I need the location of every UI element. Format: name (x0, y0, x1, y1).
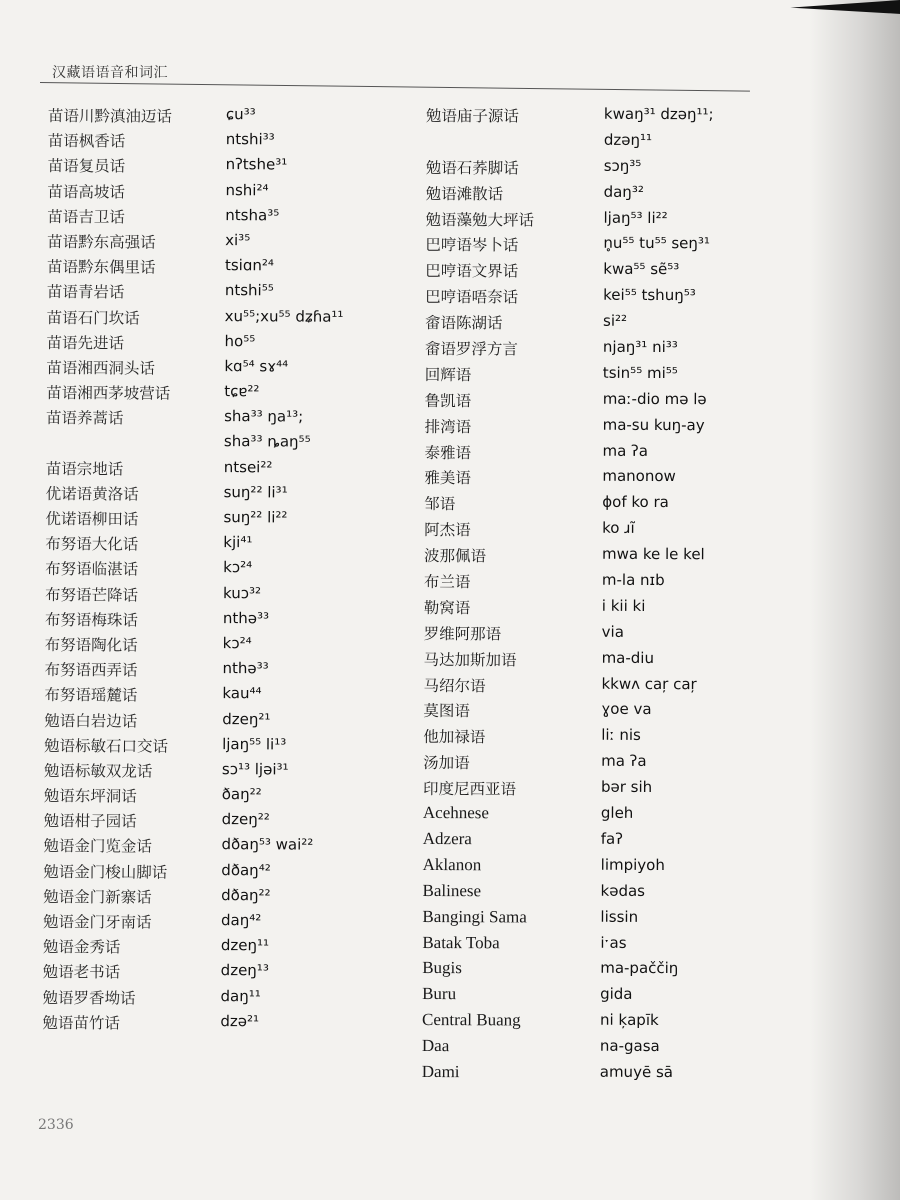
word-form: sha³³ ŋa¹³; (224, 407, 304, 426)
lexicon-entry (425, 208, 713, 235)
word-form: i kii ki (601, 596, 646, 615)
page-edge-shadow (810, 0, 900, 1200)
word-form: kwa⁵⁵ sẽ⁵³ (603, 260, 680, 279)
language-name: 勉语金门牙南话 (42, 912, 152, 932)
word-form: xu⁵⁵;xu⁵⁵ dʑɦa¹¹ (224, 306, 344, 326)
word-form: sɔ¹³ ljəi³¹ (221, 759, 289, 779)
lexicon-entry (424, 466, 712, 493)
lexicon-entry (425, 415, 713, 442)
word-form: iˑas (600, 933, 627, 952)
language-name: 罗维阿那语 (423, 624, 502, 644)
language-name: 苗语川黔滇油迈话 (47, 106, 172, 126)
language-name: 苗语复员话 (47, 157, 126, 176)
language-name: 勉语东坪洞话 (43, 787, 137, 806)
language-name: 苗语石门坎话 (46, 308, 140, 328)
lexicon-entry (424, 596, 712, 623)
lexicon-entry (422, 881, 710, 908)
language-name: 勉语标敏石口交话 (44, 736, 169, 756)
word-form: ma ʔa (602, 441, 648, 460)
lexicon-entry (43, 860, 340, 887)
lexicon-entry (423, 803, 711, 830)
language-name: 畲语陈湖话 (425, 314, 503, 333)
lexicon-entry (46, 431, 343, 458)
lexicon-entry (47, 180, 344, 207)
page-number: 2336 (38, 1117, 74, 1133)
word-form: ma-diu (601, 648, 655, 667)
word-form: ma-su kuŋ-ay (602, 415, 705, 434)
word-form: kei⁵⁵ tshuŋ⁵³ (603, 286, 696, 305)
word-form: dðaŋ⁵³ wai²² (221, 835, 314, 855)
lexicon-entry (45, 583, 342, 610)
language-name: 马绍尔语 (423, 676, 486, 695)
lexicon-entry (425, 311, 713, 338)
lexicon-entry (45, 557, 342, 584)
word-form: ntshi³³ (225, 130, 275, 149)
language-name: 巴哼语岑卜话 (425, 236, 519, 255)
language-name: 勉语金门梭山脚话 (43, 862, 168, 882)
lexicon-entry (43, 935, 340, 962)
lexicon-entry (424, 570, 712, 597)
language-name: 布兰语 (423, 573, 471, 592)
language-name: Batak Toba (422, 932, 500, 952)
lexicon-entry (44, 784, 341, 811)
word-form: limpiyoh (600, 855, 665, 874)
language-name: Aklanon (422, 854, 482, 875)
word-form: ko ɹĩ (602, 519, 635, 538)
lexicon-entry (425, 233, 713, 260)
word-form: ntsha³⁵ (225, 205, 280, 225)
word-form: maː-dio mə lə (602, 389, 707, 409)
language-name: 汤加语 (423, 754, 470, 773)
lexicon-entry (43, 960, 340, 987)
lexicon-entry (426, 130, 714, 157)
word-form: kɔ²⁴ (223, 558, 253, 577)
language-name (46, 431, 224, 457)
word-form: daŋ³² (603, 182, 644, 201)
lexicon-entry (44, 708, 341, 735)
language-name: 布努语临湛话 (45, 560, 139, 579)
language-name: 布努语陶化话 (44, 635, 138, 655)
language-name: 勉语藻勉大坪话 (425, 210, 535, 230)
lexicon-entry (45, 633, 342, 660)
left-column (42, 104, 344, 1038)
language-name: 勒窝语 (423, 598, 471, 618)
language-name: 苗语吉卫话 (47, 207, 125, 227)
language-name: 雅美语 (424, 469, 471, 488)
lexicon-entry (423, 777, 711, 804)
word-form: ljaŋ⁵³ li²² (603, 208, 668, 227)
word-form: nthə³³ (222, 659, 269, 678)
word-form: ɸof ko ra (602, 493, 669, 512)
word-form: dzeŋ¹³ (220, 961, 269, 980)
word-form: ljaŋ⁵⁵ li¹³ (222, 734, 287, 754)
word-form: dðaŋ²² (221, 885, 271, 905)
language-name: 勉语苗竹话 (42, 1013, 120, 1033)
lexicon-entry (48, 104, 345, 131)
language-name: 巴哼语唔奈话 (425, 288, 519, 307)
language-name: 勉语金秀话 (42, 938, 121, 957)
word-form: ðaŋ²² (221, 785, 262, 804)
word-form: tsin⁵⁵ mi⁵⁵ (602, 363, 678, 383)
lexicon-entry (424, 648, 712, 675)
lexicon-entry (426, 104, 714, 131)
language-name: 苗语宗地话 (45, 459, 124, 479)
lexicon-entry (426, 182, 714, 209)
lexicon-entry (424, 441, 712, 468)
language-name: 苗语青岩话 (46, 283, 125, 302)
word-form: nshi²⁴ (225, 180, 269, 199)
language-name: 布努语大化话 (45, 535, 139, 554)
language-name: Adzera (422, 828, 472, 849)
lexicon-entry (425, 285, 713, 312)
word-form: kɔ²⁴ (222, 634, 252, 653)
word-form: daŋ⁴² (220, 911, 262, 930)
lexicon-entry (425, 363, 713, 390)
word-form: daŋ¹¹ (220, 986, 261, 1005)
word-form: kɑ⁵⁴ sɤ⁴⁴ (224, 356, 289, 376)
language-name: 优诺语黄洛话 (45, 484, 139, 504)
language-name: 布努语西弄话 (44, 661, 138, 680)
language-name: 巴哼语文界话 (425, 262, 519, 281)
language-name: 勉语标敏双龙话 (43, 761, 153, 781)
lexicon-entry (422, 1010, 710, 1037)
lexicon-entry (46, 381, 343, 408)
lexicon-entry (422, 907, 710, 934)
lexicon-entry (44, 809, 341, 836)
language-name: Buru (422, 984, 457, 1004)
language-name: Dami (421, 1061, 460, 1082)
language-name: 回辉语 (424, 365, 472, 385)
word-form: si²² (603, 311, 628, 331)
lexicon-entry (423, 699, 711, 726)
word-form: dzəŋ¹¹ (603, 130, 653, 149)
lexicon-entry (423, 829, 711, 856)
word-form: na-gasa (599, 1036, 660, 1056)
word-form: tsiɑn²⁴ (224, 256, 274, 275)
lexicon-entry (424, 518, 712, 545)
lexicon-entry (422, 984, 710, 1011)
lexicon-entry (42, 1011, 339, 1038)
word-form: xi³⁵ (225, 231, 251, 250)
lexicon-entry (45, 507, 342, 534)
lexicon-entry (46, 331, 343, 358)
language-name (426, 130, 604, 157)
language-name: 勉语柑子园话 (43, 812, 137, 831)
language-name: 勉语庙子源话 (425, 106, 520, 126)
lexicon-entry (47, 255, 344, 282)
lexicon-entry (45, 532, 342, 559)
language-name: 苗语湘西洞头话 (46, 358, 155, 378)
word-form: amuyē sā (599, 1062, 674, 1082)
language-name: 勉语罗香坳话 (42, 988, 136, 1008)
language-name: 印度尼西亚语 (422, 780, 517, 799)
lexicon-entry (423, 751, 711, 778)
word-form: kuɔ³² (222, 583, 262, 602)
word-form: dzeŋ¹¹ (220, 936, 270, 955)
word-form: kji⁴¹ (223, 533, 253, 552)
lexicon-entry (423, 725, 711, 752)
lexicon-entry (425, 389, 713, 416)
word-form: sha³³ ȵaŋ⁵⁵ (223, 432, 311, 452)
word-form: kədas (600, 881, 646, 900)
language-name: Bangingi Sama (422, 906, 527, 927)
language-name: 苗语先进话 (46, 333, 125, 353)
lexicon-entry (44, 734, 341, 761)
word-form: ntshi⁵⁵ (224, 281, 274, 300)
language-name: 勉语白岩边话 (44, 711, 138, 731)
word-form: tɕɐ²² (224, 382, 260, 401)
word-form: dzə²¹ (220, 1011, 260, 1031)
language-name: 勉语滩散话 (425, 184, 504, 204)
word-form: manonow (602, 467, 676, 486)
word-form: kkwʌ caŗ caŗ (601, 674, 697, 693)
lexicon-entry (426, 156, 714, 183)
lexicon-entry (44, 683, 341, 710)
lexicon-entry (47, 230, 344, 257)
lexicon-entry (423, 855, 711, 882)
word-form: n̥u⁵⁵ tu⁵⁵ seŋ³¹ (603, 234, 711, 253)
word-form: ma ʔa (601, 752, 647, 771)
language-name: 勉语老书话 (42, 963, 121, 982)
language-name: 布努语梅珠话 (44, 610, 138, 630)
language-name: 畲语罗浮方言 (424, 340, 518, 359)
lexicon-entry (47, 280, 344, 307)
language-name: 邹语 (424, 495, 456, 514)
word-form: bər sih (600, 777, 653, 797)
word-form: nʔtshe³¹ (225, 155, 288, 174)
language-name: 布努语芒降话 (44, 585, 139, 605)
word-form: ni ķapīk (599, 1010, 659, 1030)
word-form: via (601, 622, 624, 641)
word-form: liː nis (601, 726, 641, 745)
word-form: ɕu³³ (225, 105, 256, 124)
lexicon-entry (42, 986, 339, 1013)
language-name: 莫图语 (423, 702, 470, 721)
language-name: 鲁凯语 (424, 391, 472, 410)
lexicon-entry (424, 622, 712, 649)
language-name: Daa (421, 1036, 450, 1056)
word-form: nthə³³ (222, 608, 270, 628)
language-name: 他加禄语 (423, 728, 486, 747)
language-name: 排湾语 (424, 417, 472, 436)
language-name: 苗语湘西茅坡营话 (46, 384, 171, 403)
word-form: kwaŋ³¹ dzəŋ¹¹; (603, 104, 714, 124)
language-name: 苗语养蒿话 (46, 409, 124, 428)
language-name: 勉语金门览金话 (43, 837, 153, 857)
word-form: dzeŋ²¹ (222, 709, 271, 728)
word-form: sɔŋ³⁵ (603, 156, 642, 175)
lexicon-entry (44, 658, 341, 685)
language-name: 波那佩语 (423, 547, 487, 566)
header-rule (40, 82, 750, 92)
lexicon-entry (422, 1036, 710, 1063)
language-name: 勉语金门新寨话 (43, 887, 152, 907)
lexicon-entry (48, 129, 345, 156)
word-form: lissin (600, 907, 639, 926)
word-form: mwa ke le kel (601, 544, 705, 564)
language-name: 优诺语柳田话 (45, 509, 139, 529)
lexicon-entry (43, 834, 340, 861)
lexicon-entry (46, 356, 343, 383)
language-name: Balinese (422, 880, 482, 900)
word-form: kau⁴⁴ (222, 684, 262, 703)
lexicon-entry (46, 406, 343, 433)
lexicon-entry (45, 608, 342, 635)
lexicon-entry (46, 482, 343, 509)
word-form: ɣoe va (601, 700, 652, 719)
language-name: 苗语高坡话 (47, 182, 126, 202)
language-name: 苗语枫香话 (47, 132, 126, 151)
lexicon-entry (424, 544, 712, 571)
language-name: 苗语黔东偶里话 (46, 258, 156, 277)
word-form: suŋ²² li³¹ (223, 482, 288, 502)
word-form: njaŋ³¹ ni³³ (602, 337, 678, 357)
language-name: Central Buang (421, 1010, 521, 1030)
lexicon-entry (47, 205, 344, 232)
word-form: ho⁵⁵ (224, 331, 256, 350)
lexicon-entry (424, 492, 712, 519)
word-form: ntsei²² (223, 457, 273, 477)
lexicon-entry (422, 958, 710, 985)
language-name: Acehnese (422, 803, 490, 823)
lexicon-entry (44, 759, 341, 786)
word-form: dðaŋ⁴² (221, 860, 271, 879)
word-form: gleh (600, 803, 634, 822)
lexicon-entry (425, 337, 713, 364)
lexicon-entry (47, 305, 344, 332)
lexicon-entry (48, 154, 345, 181)
right-column (422, 104, 714, 1089)
lexicon-entry (46, 457, 343, 484)
language-name: Bugis (422, 958, 462, 978)
language-name: 布努语瑶麓话 (44, 686, 138, 705)
word-form: suŋ²² li²² (223, 508, 288, 527)
word-form: dzeŋ²² (221, 810, 270, 829)
word-form: faʔ (600, 829, 623, 848)
lexicon-entry (422, 932, 710, 959)
language-name: 阿杰语 (424, 521, 471, 540)
language-name: 泰雅语 (424, 443, 472, 462)
language-name: 苗语黔东高强话 (47, 232, 156, 252)
word-form: m-la nɪb (601, 570, 665, 590)
running-header: 汉藏语语音和词汇 (52, 65, 168, 81)
lexicon-entry (425, 259, 713, 286)
language-name: 勉语石荞脚话 (425, 158, 519, 178)
word-form: gida (600, 985, 633, 1004)
lexicon-entry (422, 1062, 710, 1089)
lexicon-entry (423, 674, 711, 701)
word-form: ma-paččiŋ (600, 959, 679, 978)
lexicon-entry (43, 885, 340, 912)
language-name: 马达加斯加语 (423, 650, 517, 670)
lexicon-entry (43, 910, 340, 937)
